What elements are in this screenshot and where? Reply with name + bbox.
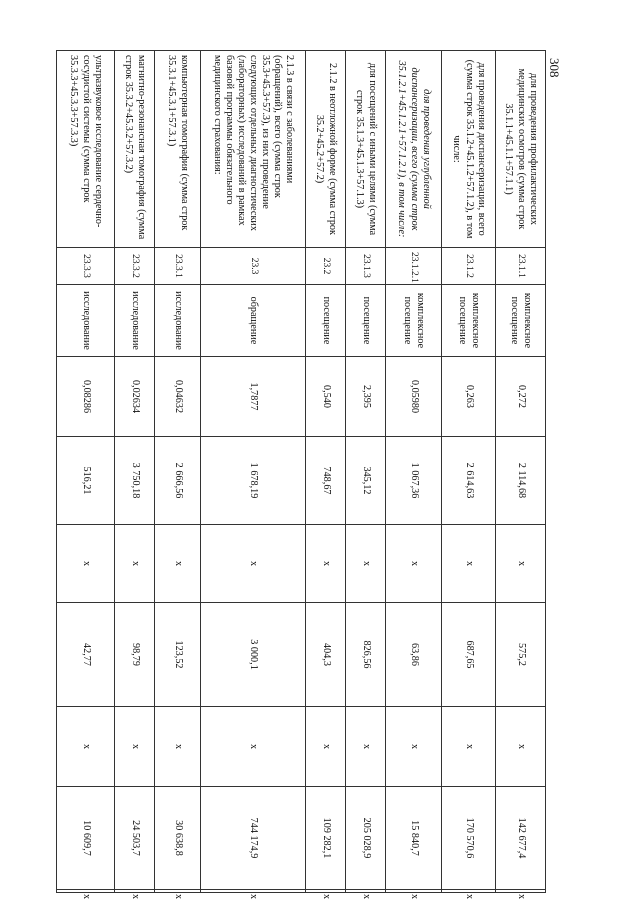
- row-unit: исследование: [155, 285, 201, 357]
- row-per-capita: 575,2: [496, 603, 546, 707]
- row-sum: 744 174,9: [201, 787, 306, 890]
- rotated-table-container: [57, 50, 546, 900]
- row-x1: х: [155, 525, 201, 603]
- row-per-capita: 98,79: [115, 603, 155, 707]
- row-name: для проведения углубленной диспансеризации, всего (сумма строк 35.1.2.1+45.1.2.1+57.1.2.1), в том числе:: [386, 51, 442, 248]
- row-per-capita: 42,77: [57, 603, 115, 707]
- row-cost: 516,21: [57, 437, 115, 525]
- row-sum: 142 677,4: [496, 787, 546, 890]
- table-row: [346, 51, 386, 893]
- page-number: 308: [547, 58, 562, 78]
- row-code: 23.1.3: [346, 248, 386, 285]
- row-unit: комплексное посещение: [496, 285, 546, 357]
- row-norm: 0,08286: [57, 357, 115, 437]
- table-row: [306, 51, 346, 893]
- row-unit: посещение: [306, 285, 346, 357]
- row-x3: х: [115, 890, 155, 893]
- table-row: [442, 51, 496, 893]
- row-x1: х: [442, 525, 496, 603]
- row-x3: х: [57, 890, 115, 893]
- row-code: 23.1.2.1: [386, 248, 442, 285]
- row-unit: исследование: [57, 285, 115, 357]
- row-sum: 10 609,7: [57, 787, 115, 890]
- row-x1: х: [306, 525, 346, 603]
- row-per-capita: 123,52: [155, 603, 201, 707]
- row-sum: 30 638,8: [155, 787, 201, 890]
- row-sum: 24 503,7: [115, 787, 155, 890]
- row-x2: х: [115, 707, 155, 787]
- row-x2: х: [201, 707, 306, 787]
- row-x2: х: [386, 707, 442, 787]
- row-cost: 2 114,68: [496, 437, 546, 525]
- row-per-capita: 826,56: [346, 603, 386, 707]
- row-norm: 0,263: [442, 357, 496, 437]
- row-cost: 1 678,19: [201, 437, 306, 525]
- row-code: 23.1.1: [496, 248, 546, 285]
- table-row: [155, 51, 201, 893]
- row-sum: 15 840,7: [386, 787, 442, 890]
- row-sum: 170 570,6: [442, 787, 496, 890]
- row-sum: 205 028,9: [346, 787, 386, 890]
- row-x1: х: [346, 525, 386, 603]
- row-name: 2.1.2 в неотложной форме (сумма строк 35.2+45.2+57.2): [306, 51, 346, 248]
- row-cost: 345,12: [346, 437, 386, 525]
- row-unit: посещение: [346, 285, 386, 357]
- row-code: 23.3: [201, 248, 306, 285]
- row-code: 23.2: [306, 248, 346, 285]
- row-x1: х: [115, 525, 155, 603]
- row-unit: обращение: [201, 285, 306, 357]
- row-x2: х: [496, 707, 546, 787]
- row-cost: 2 666,56: [155, 437, 201, 525]
- row-name: ультразвуковое исследование сердечно-сосудистой системы (сумма строк 35.3.3+45.3.3+57.3.3): [57, 51, 115, 248]
- row-norm: 0,272: [496, 357, 546, 437]
- row-unit: комплексное посещение: [386, 285, 442, 357]
- row-code: 23.3.3: [57, 248, 115, 285]
- table-row: [57, 51, 115, 893]
- row-x3: х: [306, 890, 346, 893]
- row-cost: 748,67: [306, 437, 346, 525]
- row-x1: х: [201, 525, 306, 603]
- row-x2: х: [442, 707, 496, 787]
- row-x3: х: [442, 890, 496, 893]
- row-x2: х: [306, 707, 346, 787]
- row-norm: 0,04632: [155, 357, 201, 437]
- row-per-capita: 687,65: [442, 603, 496, 707]
- row-x1: х: [496, 525, 546, 603]
- row-cost: 1 067,36: [386, 437, 442, 525]
- row-x2: х: [57, 707, 115, 787]
- row-name: для посещений с иными целями (сумма строк 35.1.3+45.1.3+57.1.3): [346, 51, 386, 248]
- row-name: для проведения профилактических медицинских осмотров (сумма строк 35.1.1+45.1.1+57.1.1): [496, 51, 546, 248]
- row-per-capita: 404,3: [306, 603, 346, 707]
- row-unit: комплексное посещение: [442, 285, 496, 357]
- row-x3: х: [386, 890, 442, 893]
- row-x2: х: [346, 707, 386, 787]
- row-sum: 109 282,1: [306, 787, 346, 890]
- row-x1: х: [386, 525, 442, 603]
- row-per-capita: 63,86: [386, 603, 442, 707]
- row-norm: 1,7877: [201, 357, 306, 437]
- row-per-capita: 3 000,1: [201, 603, 306, 707]
- row-x1: х: [57, 525, 115, 603]
- row-name: компьютерная томография (сумма строк 35.3.1+45.3.1+57.3.1): [155, 51, 201, 248]
- row-unit: исследование: [115, 285, 155, 357]
- row-cost: 2 614,63: [442, 437, 496, 525]
- table-row: [115, 51, 155, 893]
- row-x3: х: [496, 890, 546, 893]
- row-name: 2.1.3 в связи с заболеваниями (обращений), всего (сумма строк 35.3+45.3+57.3), из них проведение следующих отдельных диагностических (лабораторных) исследований в рамках базовой программы обязательного медицинского страхования:: [201, 51, 306, 248]
- table-row: [496, 51, 546, 893]
- financing-table: [56, 50, 546, 900]
- row-norm: 0,02634: [115, 357, 155, 437]
- row-code: 23.3.1: [155, 248, 201, 285]
- row-x2: х: [155, 707, 201, 787]
- row-x3: х: [155, 890, 201, 893]
- row-x3: х: [346, 890, 386, 893]
- table-row: [201, 51, 306, 893]
- row-code: 23.1.2: [442, 248, 496, 285]
- row-code: 23.3.2: [115, 248, 155, 285]
- table-row: [386, 51, 442, 893]
- row-norm: 0,540: [306, 357, 346, 437]
- row-name: магнитно-резонансная томография (сумма строк 35.3.2+45.3.2+57.3.2): [115, 51, 155, 248]
- row-cost: 3 750,18: [115, 437, 155, 525]
- row-x3: х: [201, 890, 306, 893]
- row-norm: 0,05980: [386, 357, 442, 437]
- row-name: для проведения диспансеризации, всего (сумма строк 35.1.2+45.1.2+57.1.2), в том числе:: [442, 51, 496, 248]
- row-norm: 2,395: [346, 357, 386, 437]
